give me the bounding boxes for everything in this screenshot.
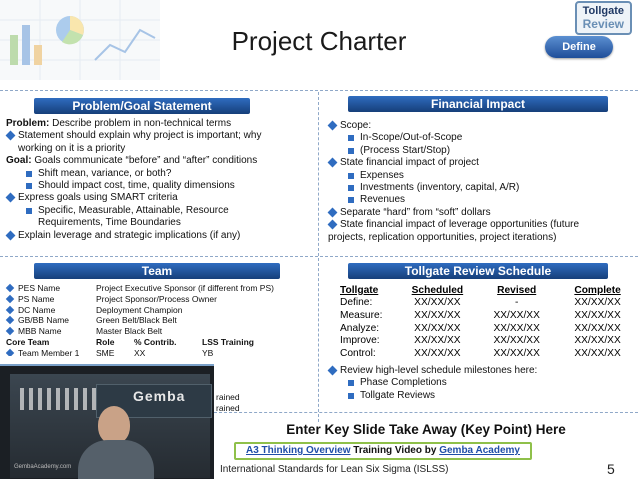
bullet-line bbox=[6, 118, 314, 130]
bullet-line bbox=[328, 232, 634, 244]
schedule-notes bbox=[328, 365, 634, 402]
square-bullet-icon bbox=[26, 171, 32, 177]
diamond-bullet-icon bbox=[6, 284, 14, 292]
square-bullet-icon bbox=[348, 380, 354, 386]
square-bullet-icon bbox=[348, 135, 354, 141]
bottom-divider bbox=[214, 412, 638, 413]
schedule-row bbox=[338, 347, 638, 360]
bullet-line bbox=[328, 194, 634, 206]
role-name: GB/BB Name bbox=[18, 315, 70, 326]
line-text: Express goals using SMART criteria bbox=[18, 192, 178, 204]
team-role-row bbox=[6, 326, 312, 337]
presenter-body bbox=[78, 440, 154, 479]
bullet-line bbox=[328, 132, 634, 144]
bullet-line bbox=[328, 219, 634, 231]
training-video-link-box bbox=[234, 442, 532, 460]
member-training: YB bbox=[202, 347, 214, 356]
bullet-line bbox=[328, 365, 634, 377]
line-text: Separate “hard” from “soft” dollars bbox=[340, 206, 491, 218]
line-text: Specific, Measurable, Attainable, Resource bbox=[38, 204, 229, 216]
core-team-header-row bbox=[6, 337, 312, 348]
line-text: Goals communicate “before” and “after” conditions bbox=[31, 155, 258, 167]
schedule-cell: XX/XX/XX bbox=[493, 335, 540, 347]
member-role: SME bbox=[96, 347, 115, 356]
trained-fragments bbox=[216, 392, 240, 414]
diamond-bullet-icon bbox=[328, 207, 338, 217]
team-role-row bbox=[6, 283, 312, 294]
line-text: State financial impact of leverage opportunities (future bbox=[340, 219, 580, 231]
bullet-line bbox=[328, 145, 634, 157]
diamond-bullet-icon bbox=[6, 230, 16, 240]
col-tollgate: Tollgate bbox=[340, 284, 379, 296]
schedule-cell: XX/XX/XX bbox=[493, 347, 540, 359]
gemba-academy-link[interactable]: Gemba Academy bbox=[439, 445, 520, 456]
bullet-line bbox=[328, 377, 634, 389]
diamond-bullet-icon bbox=[328, 158, 338, 168]
role-description: Green Belt/Black Belt bbox=[96, 315, 177, 326]
core-team-col: Core Team bbox=[6, 336, 50, 347]
team-header: Team bbox=[34, 263, 280, 279]
line-text: Review high-level schedule milestones here: bbox=[340, 365, 538, 376]
col-revised: Revised bbox=[497, 284, 537, 296]
line-text: Statement should explain why project is important; why bbox=[18, 130, 262, 142]
team-content bbox=[6, 283, 312, 356]
contrib-col: % Contrib. bbox=[134, 336, 177, 347]
schedule-cell: Analyze: bbox=[340, 322, 380, 334]
people-graphic bbox=[20, 388, 98, 410]
line-text: Investments (inventory, capital, A/R) bbox=[360, 182, 520, 194]
schedule-cell: XX/XX/XX bbox=[574, 322, 621, 334]
schedule-cell: XX/XX/XX bbox=[414, 335, 461, 347]
bullet-line bbox=[6, 168, 314, 180]
bullet-line bbox=[6, 217, 314, 229]
line-text: Shift mean, variance, or both? bbox=[38, 167, 172, 179]
schedule-cell: XX/XX/XX bbox=[574, 335, 621, 347]
trained-text-2: rained bbox=[216, 403, 240, 413]
schedule-cell: Control: bbox=[340, 347, 376, 359]
col-complete: Complete bbox=[574, 284, 621, 296]
schedule-row bbox=[338, 334, 638, 347]
bullet-line bbox=[328, 120, 634, 132]
schedule-cell: Measure: bbox=[340, 309, 383, 321]
center-divider bbox=[318, 92, 319, 422]
key-takeaway: Enter Key Slide Take Away (Key Point) Here bbox=[286, 422, 566, 437]
line-text: State financial impact of project bbox=[340, 157, 479, 169]
role-description: Project Sponsor/Process Owner bbox=[96, 293, 217, 304]
line-text: (Process Start/Stop) bbox=[360, 144, 451, 156]
page-title: Project Charter bbox=[231, 26, 407, 56]
schedule-cell: XX/XX/XX bbox=[574, 309, 621, 321]
team-role-row bbox=[6, 294, 312, 305]
diamond-bullet-icon bbox=[6, 316, 14, 324]
a3-thinking-link[interactable]: A3 Thinking Overview bbox=[246, 445, 351, 456]
financial-impact-header: Financial Impact bbox=[348, 96, 608, 112]
role-description: Project Executive Sponsor (if different from PS) bbox=[96, 283, 274, 293]
col-scheduled: Scheduled bbox=[411, 284, 464, 296]
diamond-bullet-icon bbox=[328, 366, 338, 376]
schedule-cell: XX/XX/XX bbox=[414, 322, 461, 334]
schedule-header-row bbox=[338, 284, 638, 297]
line-text: Scope: bbox=[340, 120, 372, 131]
tollgate-schedule-table bbox=[338, 284, 638, 360]
line-text: In-Scope/Out-of-Scope bbox=[360, 132, 463, 144]
schedule-cell: XX/XX/XX bbox=[574, 297, 621, 309]
bullet-line bbox=[328, 207, 634, 219]
diamond-bullet-icon bbox=[6, 295, 14, 303]
square-bullet-icon bbox=[348, 185, 354, 191]
video-url: GembaAcademy.com bbox=[14, 464, 72, 470]
middle-divider bbox=[0, 256, 638, 257]
bold-label: Problem: bbox=[6, 118, 50, 129]
role-name: PES Name bbox=[18, 283, 61, 293]
define-button[interactable]: Define bbox=[545, 36, 613, 58]
team-role-row bbox=[6, 305, 312, 316]
schedule-cell: - bbox=[514, 297, 519, 309]
bullet-line bbox=[6, 192, 314, 204]
bullet-line bbox=[328, 182, 634, 194]
square-bullet-icon bbox=[26, 183, 32, 189]
line-text: working on it is a priority bbox=[18, 142, 126, 154]
diamond-bullet-icon bbox=[6, 131, 16, 141]
bold-label: Goal: bbox=[6, 155, 32, 167]
schedule-cell: Define: bbox=[340, 297, 373, 309]
line-text: Describe problem in non-technical terms bbox=[49, 118, 232, 129]
gemba-logo-text: Gemba bbox=[133, 388, 186, 404]
tollgate-badge-line1: Tollgate bbox=[582, 5, 624, 17]
tollgate-badge-line2: Review bbox=[582, 17, 624, 31]
schedule-row bbox=[338, 309, 638, 322]
line-text: Explain leverage and strategic implications (if any) bbox=[18, 229, 241, 241]
bullet-line bbox=[328, 170, 634, 182]
bullet-line bbox=[328, 157, 634, 169]
square-bullet-icon bbox=[26, 208, 32, 214]
schedule-cell: XX/XX/XX bbox=[414, 347, 461, 359]
page-number: 5 bbox=[607, 461, 615, 477]
bullet-line bbox=[6, 155, 314, 167]
top-divider bbox=[0, 90, 638, 91]
line-text: Revenues bbox=[360, 194, 406, 206]
line-text: Should impact cost, time, quality dimensions bbox=[38, 180, 235, 192]
bullet-line bbox=[6, 143, 314, 155]
diamond-bullet-icon bbox=[6, 305, 14, 313]
link-middle-text: Training Video by bbox=[350, 445, 440, 456]
problem-goal-content bbox=[6, 118, 314, 242]
bullet-line bbox=[6, 130, 314, 142]
bullet-line bbox=[6, 180, 314, 192]
line-text: Requirements, Time Boundaries bbox=[38, 217, 181, 229]
role-name: MBB Name bbox=[18, 326, 62, 337]
lss-training-col: LSS Training bbox=[202, 336, 254, 347]
role-description: Deployment Champion bbox=[96, 304, 183, 315]
line-text: Tollgate Reviews bbox=[360, 389, 436, 401]
schedule-cell: XX/XX/XX bbox=[414, 297, 461, 309]
square-bullet-icon bbox=[348, 197, 354, 203]
square-bullet-icon bbox=[348, 393, 354, 399]
schedule-cell: XX/XX/XX bbox=[493, 309, 540, 321]
role-name: DC Name bbox=[18, 304, 56, 315]
schedule-cell: XX/XX/XX bbox=[493, 322, 540, 334]
team-roles-list bbox=[6, 283, 312, 337]
diamond-bullet-icon bbox=[328, 121, 338, 131]
role-description: Master Black Belt bbox=[96, 326, 163, 337]
financial-impact-content bbox=[328, 120, 634, 244]
square-bullet-icon bbox=[348, 173, 354, 179]
trained-text-1: rained bbox=[216, 392, 240, 402]
member-name: Team Member 1 bbox=[18, 347, 80, 356]
video-player[interactable] bbox=[0, 364, 214, 479]
schedule-row bbox=[338, 297, 638, 310]
diamond-bullet-icon bbox=[328, 220, 338, 230]
role-name: PS Name bbox=[18, 293, 55, 304]
team-role-row bbox=[6, 315, 312, 326]
diamond-bullet-icon bbox=[6, 327, 14, 335]
presenter-head bbox=[98, 406, 130, 444]
bullet-line bbox=[328, 390, 634, 402]
problem-goal-header: Problem/Goal Statement bbox=[34, 98, 250, 114]
line-text: Phase Completions bbox=[360, 377, 447, 389]
bullet-line bbox=[6, 205, 314, 217]
footer-text: International Standards for Lean Six Sigma (ISLSS) bbox=[220, 464, 449, 475]
member-contrib: XX bbox=[134, 347, 146, 356]
team-member-row bbox=[6, 348, 312, 356]
line-text: projects, replication opportunities, project iterations) bbox=[328, 231, 557, 243]
role-col: Role bbox=[96, 336, 115, 347]
diamond-bullet-icon bbox=[6, 193, 16, 203]
schedule-cell: XX/XX/XX bbox=[414, 309, 461, 321]
schedule-row bbox=[338, 322, 638, 335]
schedule-cell: XX/XX/XX bbox=[574, 347, 621, 359]
line-text: Expenses bbox=[360, 169, 404, 181]
tollgate-schedule-header: Tollgate Review Schedule bbox=[348, 263, 608, 279]
bullet-line bbox=[6, 230, 314, 242]
schedule-cell: Improve: bbox=[340, 335, 380, 347]
square-bullet-icon bbox=[348, 148, 354, 154]
